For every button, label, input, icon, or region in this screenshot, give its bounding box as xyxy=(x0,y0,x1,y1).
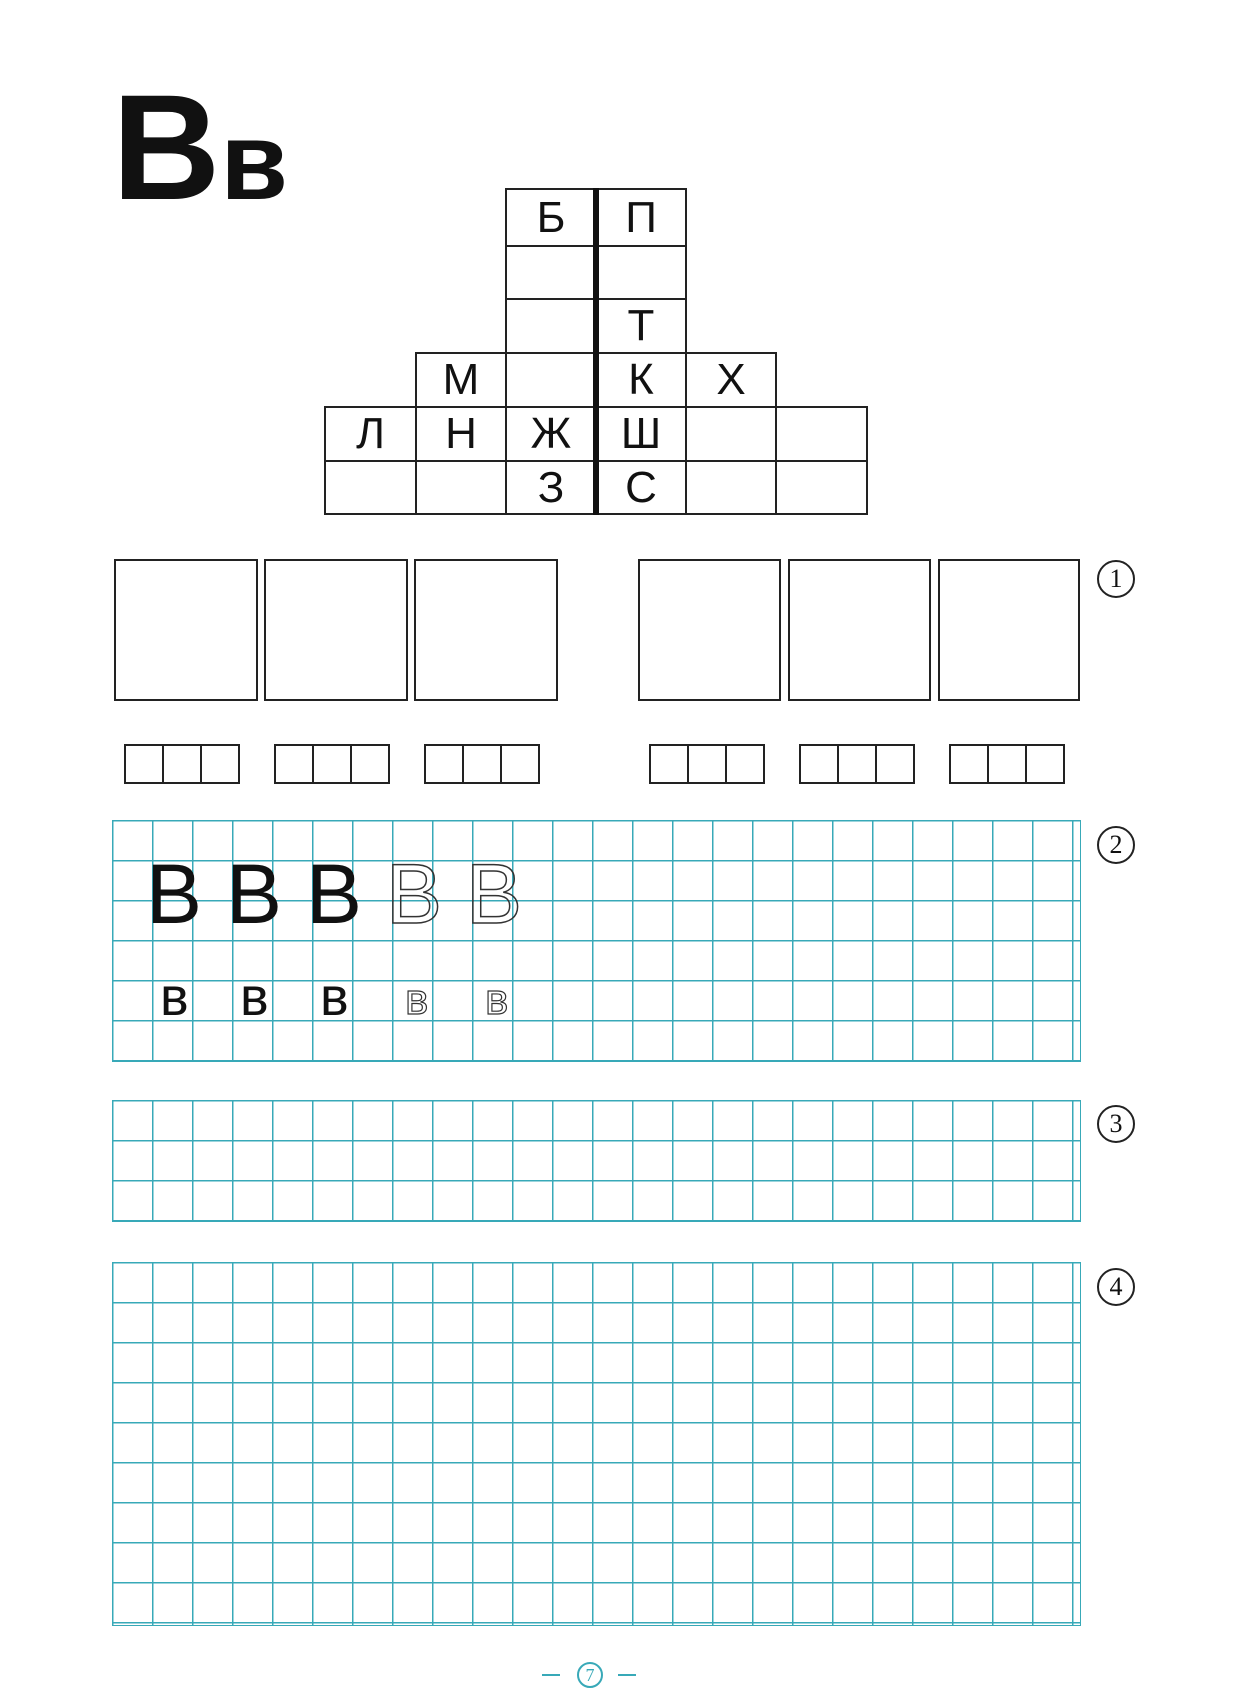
bucket-picture-box xyxy=(114,559,258,701)
house-cell xyxy=(505,298,597,354)
house-cell: З xyxy=(505,460,597,515)
house-cell xyxy=(685,406,777,462)
word-cells[interactable] xyxy=(276,744,390,784)
exercise-number-3: 3 xyxy=(1097,1105,1135,1143)
lower-letter-trace: в xyxy=(405,975,429,1024)
house-cell: К xyxy=(595,352,687,408)
house-cell xyxy=(505,245,597,300)
house-cell xyxy=(775,460,868,515)
house-cell: Б xyxy=(505,188,597,247)
page-number-dash-right xyxy=(618,1674,636,1676)
upper-letter-sample: В xyxy=(226,847,283,941)
house-cell: Л xyxy=(324,406,417,462)
house-cell: Т xyxy=(595,298,687,354)
house-cell xyxy=(324,460,417,515)
loop-tracing-grid[interactable] xyxy=(112,1100,1081,1222)
page-number-badge xyxy=(560,1660,620,1690)
word-cells[interactable] xyxy=(126,744,240,784)
lower-letter-sample: в xyxy=(240,967,269,1027)
upper-letter-trace: В xyxy=(466,847,523,941)
word-cells[interactable] xyxy=(951,744,1065,784)
word-cells[interactable] xyxy=(651,744,765,784)
house-cell: Х xyxy=(685,352,777,408)
house-cell: Ж xyxy=(505,406,597,462)
house-cell: Н xyxy=(415,406,507,462)
house-cell xyxy=(415,460,507,515)
page-number: 7 xyxy=(577,1662,603,1688)
house-cell xyxy=(685,460,777,515)
page-number-dash-left xyxy=(542,1674,560,1676)
plum-picture-box xyxy=(264,559,408,701)
house-cell xyxy=(775,406,868,462)
word-cells[interactable] xyxy=(426,744,540,784)
lower-letter-sample: в xyxy=(320,967,349,1027)
exercise-number-1: 1 xyxy=(1097,560,1135,598)
house-cell: П xyxy=(595,188,687,247)
house-cell: С xyxy=(595,460,687,515)
upper-letter-sample: В xyxy=(146,847,203,941)
house-center-divider xyxy=(593,188,599,515)
fan-picture-box xyxy=(414,559,558,701)
house-cell: М xyxy=(415,352,507,408)
house-cell xyxy=(595,245,687,300)
lower-letter-sample: в xyxy=(160,967,189,1027)
house-cell xyxy=(505,352,597,408)
page-title xyxy=(112,63,288,231)
word-cells[interactable] xyxy=(801,744,915,784)
lower-letter-trace: в xyxy=(485,975,509,1024)
title-upper-letter: В xyxy=(112,63,221,231)
empty-drawing-box[interactable] xyxy=(788,559,931,701)
exercise-number-4: 4 xyxy=(1097,1268,1135,1306)
upper-letter-trace: В xyxy=(386,847,443,941)
empty-drawing-box[interactable] xyxy=(638,559,781,701)
house-cell: Ш xyxy=(595,406,687,462)
upper-letter-sample: В xyxy=(306,847,363,941)
exercise-number-2: 2 xyxy=(1097,826,1135,864)
empty-drawing-box[interactable] xyxy=(938,559,1080,701)
title-lower-letter: в xyxy=(220,100,288,223)
